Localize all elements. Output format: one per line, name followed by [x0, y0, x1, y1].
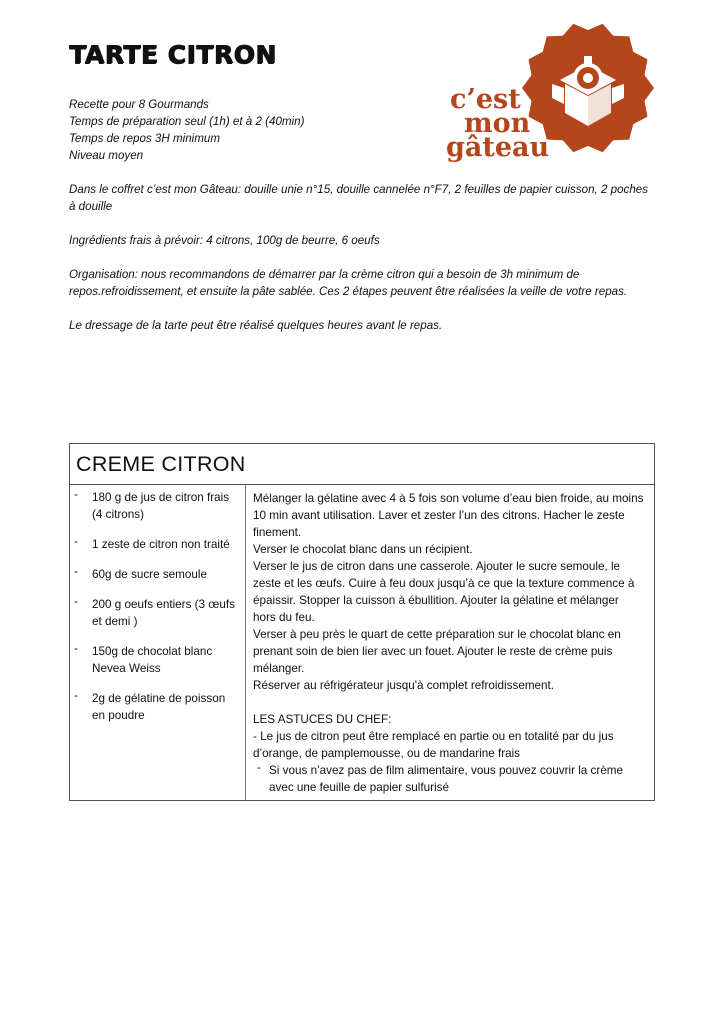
bullet-dash: -: [74, 642, 78, 655]
bullet-dash: -: [74, 565, 78, 578]
logo-text-line1: c’est: [450, 84, 521, 115]
section-title: CREME CITRON: [70, 444, 654, 485]
chef-tip: - Si vous n’avez pas de film alimentaire, vous pouvez couvrir la crème avec une feuille de papier sulfurisé: [257, 761, 624, 794]
level-text: Niveau moyen: [69, 149, 144, 162]
logo-text-line2: mon: [464, 108, 531, 139]
bullet-dash: -: [74, 535, 78, 548]
instructions-column: [246, 485, 654, 800]
ingredient-item: - 200 g oeufs entiers (3 œufs et demi ): [74, 595, 235, 628]
chef-tips-heading: LES ASTUCES DU CHEF:: [253, 713, 392, 726]
ingredient-item: - 2g de gélatine de poisson en poudre: [74, 689, 226, 722]
fresh-ingredients-text: Ingrédients frais à prévoir: 4 citrons, 100g de beurre, 6 oeufs: [69, 234, 380, 247]
dressage-text: Le dressage de la tarte peut être réalisé quelques heures avant le repas.: [69, 319, 443, 332]
step-text: Verser à peu près le quart de cette préparation sur le chocolat blanc en prenant soin de bien lier avec un fouet. Ajouter le reste de crème puis mélanger.: [253, 628, 621, 675]
servings-text: Recette pour 8 Gourmands: [69, 98, 209, 111]
creme-citron-card: [69, 443, 655, 801]
step-text: Verser le jus de citron dans une casserole. Ajouter le sucre semoule, le zeste et les œufs. Cuire à feu doux jusqu’à ce que la texture commence à épaissir. Stopper la cuisson à ébullition. Ajouter la gélatine et mélanger hors du feu.: [253, 560, 635, 624]
ingredients-column: [70, 485, 246, 800]
bullet-dash: -: [74, 488, 78, 501]
bullet-dash: -: [74, 595, 78, 608]
recipe-intro: [69, 96, 649, 334]
bullet-dash: -: [74, 689, 78, 702]
chef-tip: - Le jus de citron peut être remplacé en partie ou en totalité par du jus d’orange, de pamplemousse, ou de mandarine frais: [253, 730, 614, 760]
kit-contents-text: Dans le coffret c’est mon Gâteau: douille unie n°15, douille cannelée n°F7, 2 feuilles de papier cuisson, 2 poches à douille: [69, 183, 649, 213]
ingredient-item: - 1 zeste de citron non traité: [74, 535, 230, 551]
step-text: Verser le chocolat blanc dans un récipient.: [253, 543, 473, 556]
organisation-text: Organisation: nous recommandons de démarrer par la crème citron qui a besoin de 3h minimum de repos.refroidissement, et ensuite la pâte sablée. Ces 2 étapes peuvent être réalisées la veille de votre repas.: [69, 268, 628, 298]
page-title: TARTE CITRON: [69, 40, 277, 69]
ingredient-item: - 60g de sucre semoule: [74, 565, 207, 581]
ingredients-list: [70, 485, 245, 724]
step-text: Mélanger la gélatine avec 4 à 5 fois son volume d’eau bien froide, au moins 10 min avant utilisation. Laver et zester l’un des citrons. Hacher le zeste finement.: [253, 492, 644, 539]
rest-time-text: Temps de repos 3H minimum: [69, 132, 220, 145]
bullet-dash: -: [257, 761, 261, 774]
ingredient-item: - 180 g de jus de citron frais (4 citrons): [74, 488, 230, 521]
logo-text-line3: gâteau: [446, 132, 550, 163]
prep-time-text: Temps de préparation seul (1h) et à 2 (40min): [69, 115, 305, 128]
step-text: Réserver au réfrigérateur jusqu'à complet refroidissement.: [253, 679, 555, 692]
ingredient-item: - 150g de chocolat blanc Nevea Weiss: [74, 642, 213, 675]
